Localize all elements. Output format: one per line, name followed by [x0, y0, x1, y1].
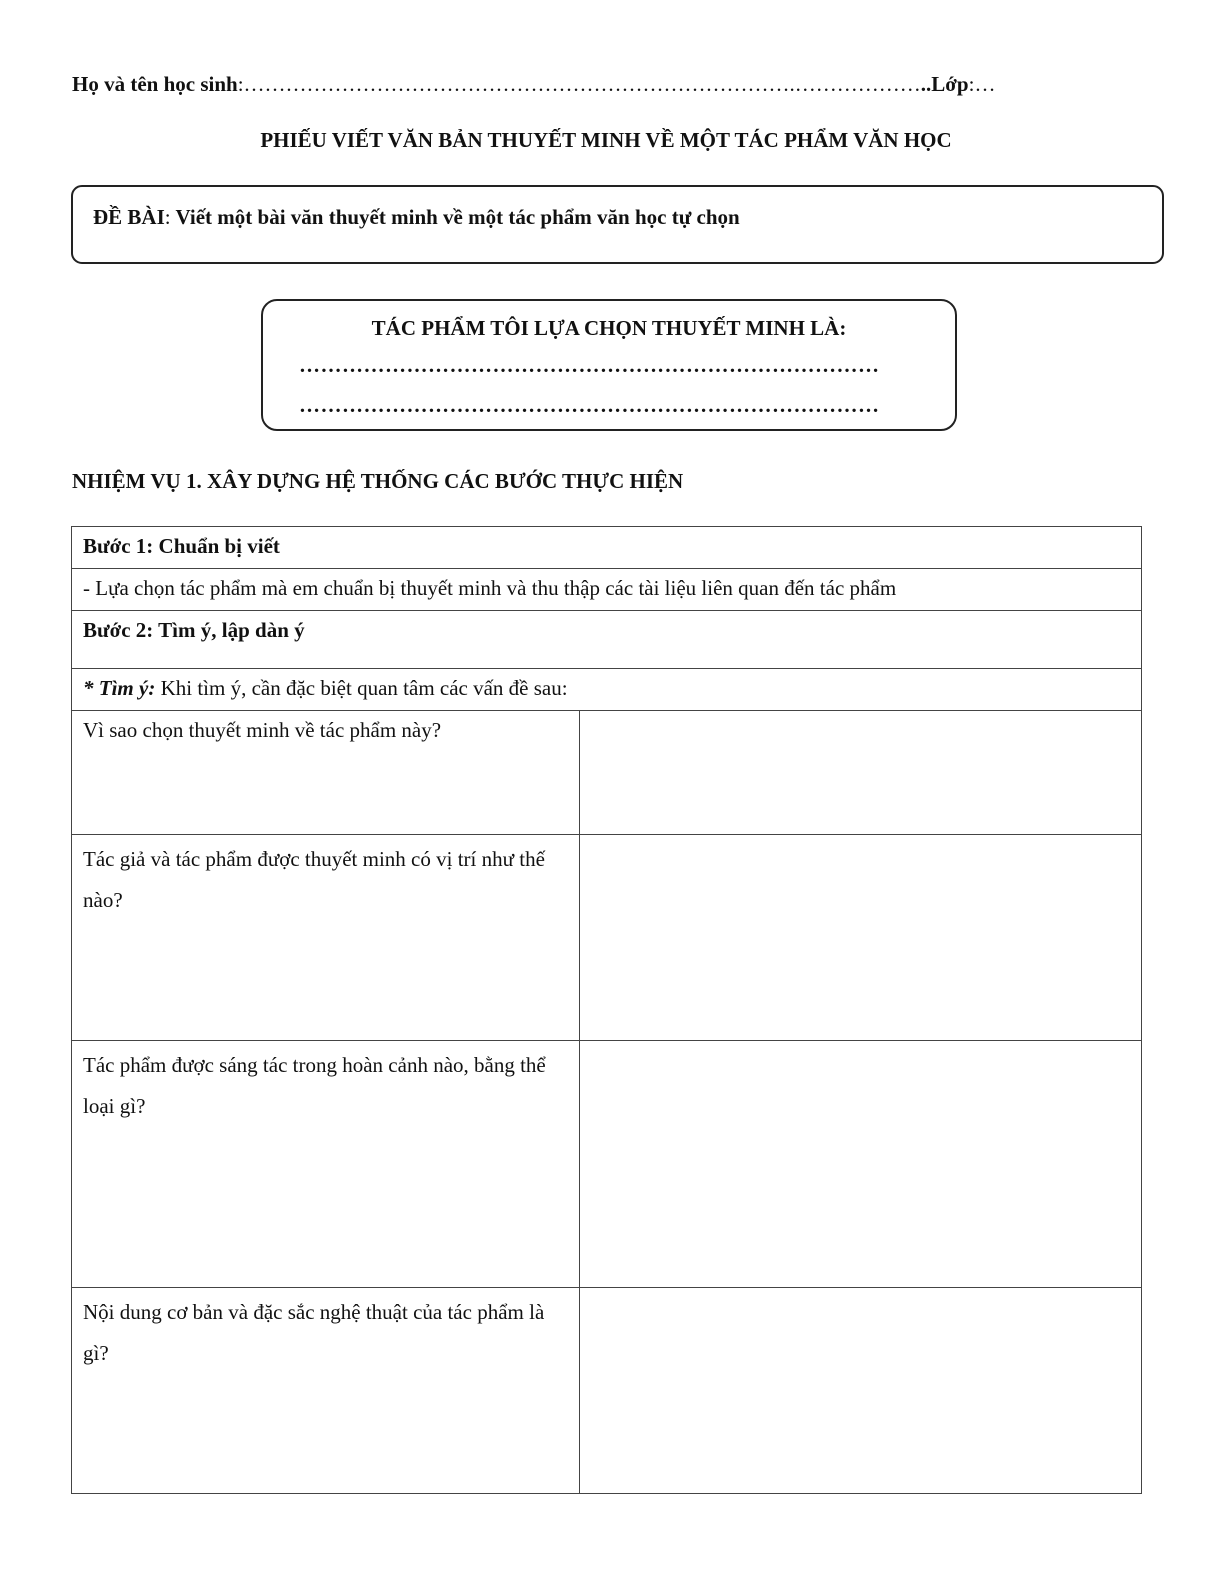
- table-row: [72, 835, 1142, 1041]
- table-row: [72, 711, 1142, 835]
- answer-cell-3[interactable]: [580, 1041, 1142, 1288]
- question-3: Tác phẩm được sáng tác trong hoàn cảnh nào, bằng thể loại gì?: [72, 1041, 580, 1288]
- student-name-label: Họ và tên học sinh: [72, 72, 238, 96]
- chosen-work-title: TÁC PHẨM TÔI LỰA CHỌN THUYẾT MINH LÀ:: [371, 316, 847, 340]
- class-blank[interactable]: :…: [968, 72, 996, 96]
- find-ideas-text: Khi tìm ý, cần đặc biệt quan tâm các vấn đề sau:: [155, 676, 568, 700]
- step-1-title: Bước 1: Chuẩn bị viết: [72, 527, 1142, 569]
- task-1-heading: NHIỆM VỤ 1. XÂY DỰNG HỆ THỐNG CÁC BƯỚC THỰC HIỆN: [72, 469, 684, 493]
- find-ideas-row: [72, 669, 1142, 711]
- step-2-title: Bước 2: Tìm ý, lập dàn ý: [72, 611, 1142, 669]
- student-info-line: [72, 72, 1152, 97]
- table-row: [72, 1041, 1142, 1288]
- table-row: [72, 569, 1142, 611]
- question-2: Tác giả và tác phẩm được thuyết minh có vị trí như thế nào?: [72, 835, 580, 1041]
- question-4: Nội dung cơ bản và đặc sắc nghệ thuật của tác phẩm là gì?: [72, 1288, 580, 1494]
- chosen-work-box: [261, 299, 957, 431]
- find-ideas-label: * Tìm ý:: [83, 676, 156, 700]
- steps-table: [71, 526, 1142, 1494]
- assignment-prompt-box: [71, 185, 1164, 264]
- answer-cell-1[interactable]: [580, 711, 1142, 835]
- answer-cell-2[interactable]: [580, 835, 1142, 1041]
- student-name-blank[interactable]: :…………………………………………………………………….………………: [237, 72, 921, 96]
- question-1: Vì sao chọn thuyết minh về tác phẩm này?: [72, 711, 580, 835]
- assignment-text: Viết một bài văn thuyết minh về một tác phẩm văn học tự chọn: [170, 205, 740, 229]
- chosen-work-blank-line-2[interactable]: ………………………………………………………………………: [299, 393, 880, 417]
- class-label: ..Lớp: [920, 72, 969, 96]
- step-1-description: - Lựa chọn tác phẩm mà em chuẩn bị thuyết minh và thu thập các tài liệu liên quan đến tác phẩm: [72, 569, 1142, 611]
- assignment-label: ĐỀ BÀI: [93, 205, 165, 229]
- table-row: [72, 1288, 1142, 1494]
- table-row: [72, 669, 1142, 711]
- answer-cell-4[interactable]: [580, 1288, 1142, 1494]
- assignment-colon: :: [164, 205, 171, 229]
- chosen-work-blank-line-1[interactable]: ………………………………………………………………………: [299, 353, 880, 377]
- worksheet-title: PHIẾU VIẾT VĂN BẢN THUYẾT MINH VỀ MỘT TÁC PHẨM VĂN HỌC: [260, 128, 952, 152]
- table-row: [72, 527, 1142, 569]
- table-row: [72, 611, 1142, 669]
